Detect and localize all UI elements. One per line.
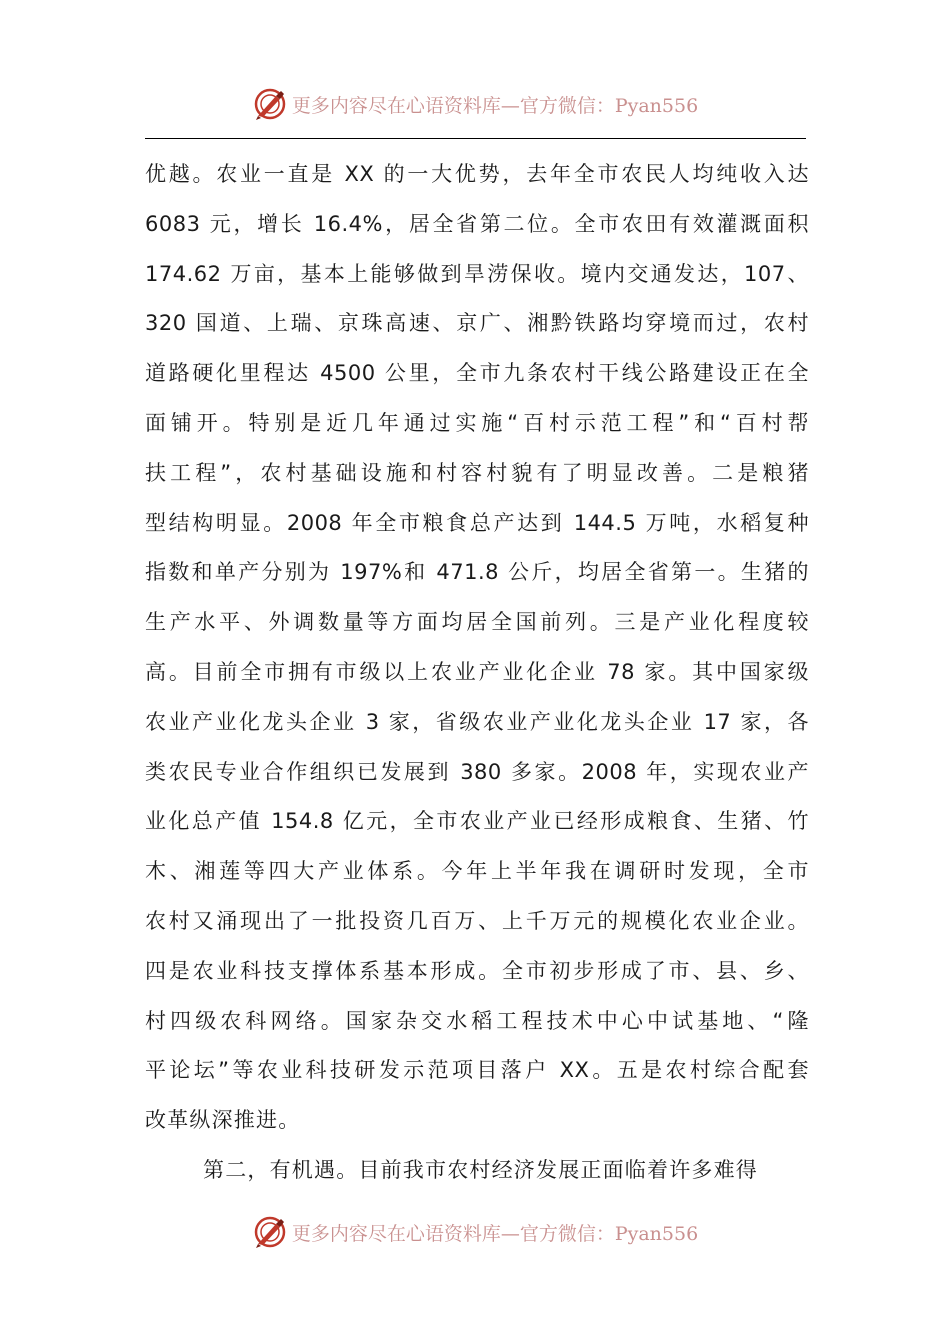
body-line: 农业产业化龙头企业 3 家，省级农业产业化龙头企业 17 家，各 [145,709,809,734]
body-line: 改革纵深推进。 [145,1108,301,1133]
body-line: 木、湘莲等四大产业体系。今年上半年我在调研时发现，全市 [145,859,809,884]
body-line: 农村又涌现出了一批投资几百万、上千万元的规模化农业企业。 [145,908,809,933]
body-line: 6083 元，增长 16.4%，居全省第二位。全市农田有效灌溉面积 [145,211,809,236]
pen-logo-icon [252,86,288,122]
body-line: 面铺开。特别是近几年通过实施“百村示范工程”和“百村帮 [145,410,809,435]
body-line: 平论坛”等农业科技研发示范项目落户 XX。五是农村综合配套 [145,1058,809,1083]
body-line: 生产水平、外调数量等方面均居全国前列。三是产业化程度较 [145,610,809,635]
footer-banner-text [292,1219,698,1246]
footer-brand-text: 更多内容尽在心语资料库 [291,1222,501,1245]
header-divider [145,138,806,139]
body-line: 优越。农业一直是 XX 的一大优势，去年全市农民人均纯收入达 [145,162,809,186]
body-line: 村四级农科网络。国家杂交水稻工程技术中心中试基地、“隆 [145,1008,809,1033]
paragraph-start-line: 第二，有机遇。目前我市农村经济发展正面临着许多难得 [203,1157,758,1182]
body-line: 高。目前全市拥有市级以上农业产业化企业 78 家。其中国家级 [145,659,809,684]
body-line: 四是农业科技支撑体系基本形成。全市初步形成了市、县、乡、 [145,958,809,983]
body-line: 指数和单产分别为 197%和 471.8 公斤，均居全省第一。生猪的 [145,560,809,585]
body-line: 型结构明显。2008 年全市粮食总产达到 144.5 万吨，水稻复种 [145,510,809,535]
footer-wechat-text: 官方微信：Pyan556 [519,1222,699,1245]
body-line: 类农民专业合作组织已发展到 380 多家。2008 年，实现农业产 [145,759,809,784]
header-banner-text [292,91,698,118]
body-line: 扶工程”，农村基础设施和村容村貌有了明显改善。二是粮猪 [145,460,809,485]
header-brand-text: 更多内容尽在心语资料库 [291,94,501,117]
body-line: 业化总产值 154.8 亿元，全市农业产业已经形成粮食、生猪、竹 [145,809,809,834]
header-banner [0,84,950,124]
footer-banner [0,1212,950,1252]
pen-logo-icon [252,1214,288,1250]
header-dash: — [500,94,520,117]
body-line: 174.62 万亩，基本上能够做到旱涝保收。境内交通发达，107、 [145,261,809,286]
document-body [145,150,809,1196]
body-line: 道路硬化里程达 4500 公里，全市九条农村干线公路建设正在全 [145,361,809,386]
footer-dash: — [500,1222,520,1245]
header-wechat-text: 官方微信：Pyan556 [519,94,699,117]
body-line: 320 国道、上瑞、京珠高速、京广、湘黔铁路均穿境而过，农村 [145,311,809,336]
